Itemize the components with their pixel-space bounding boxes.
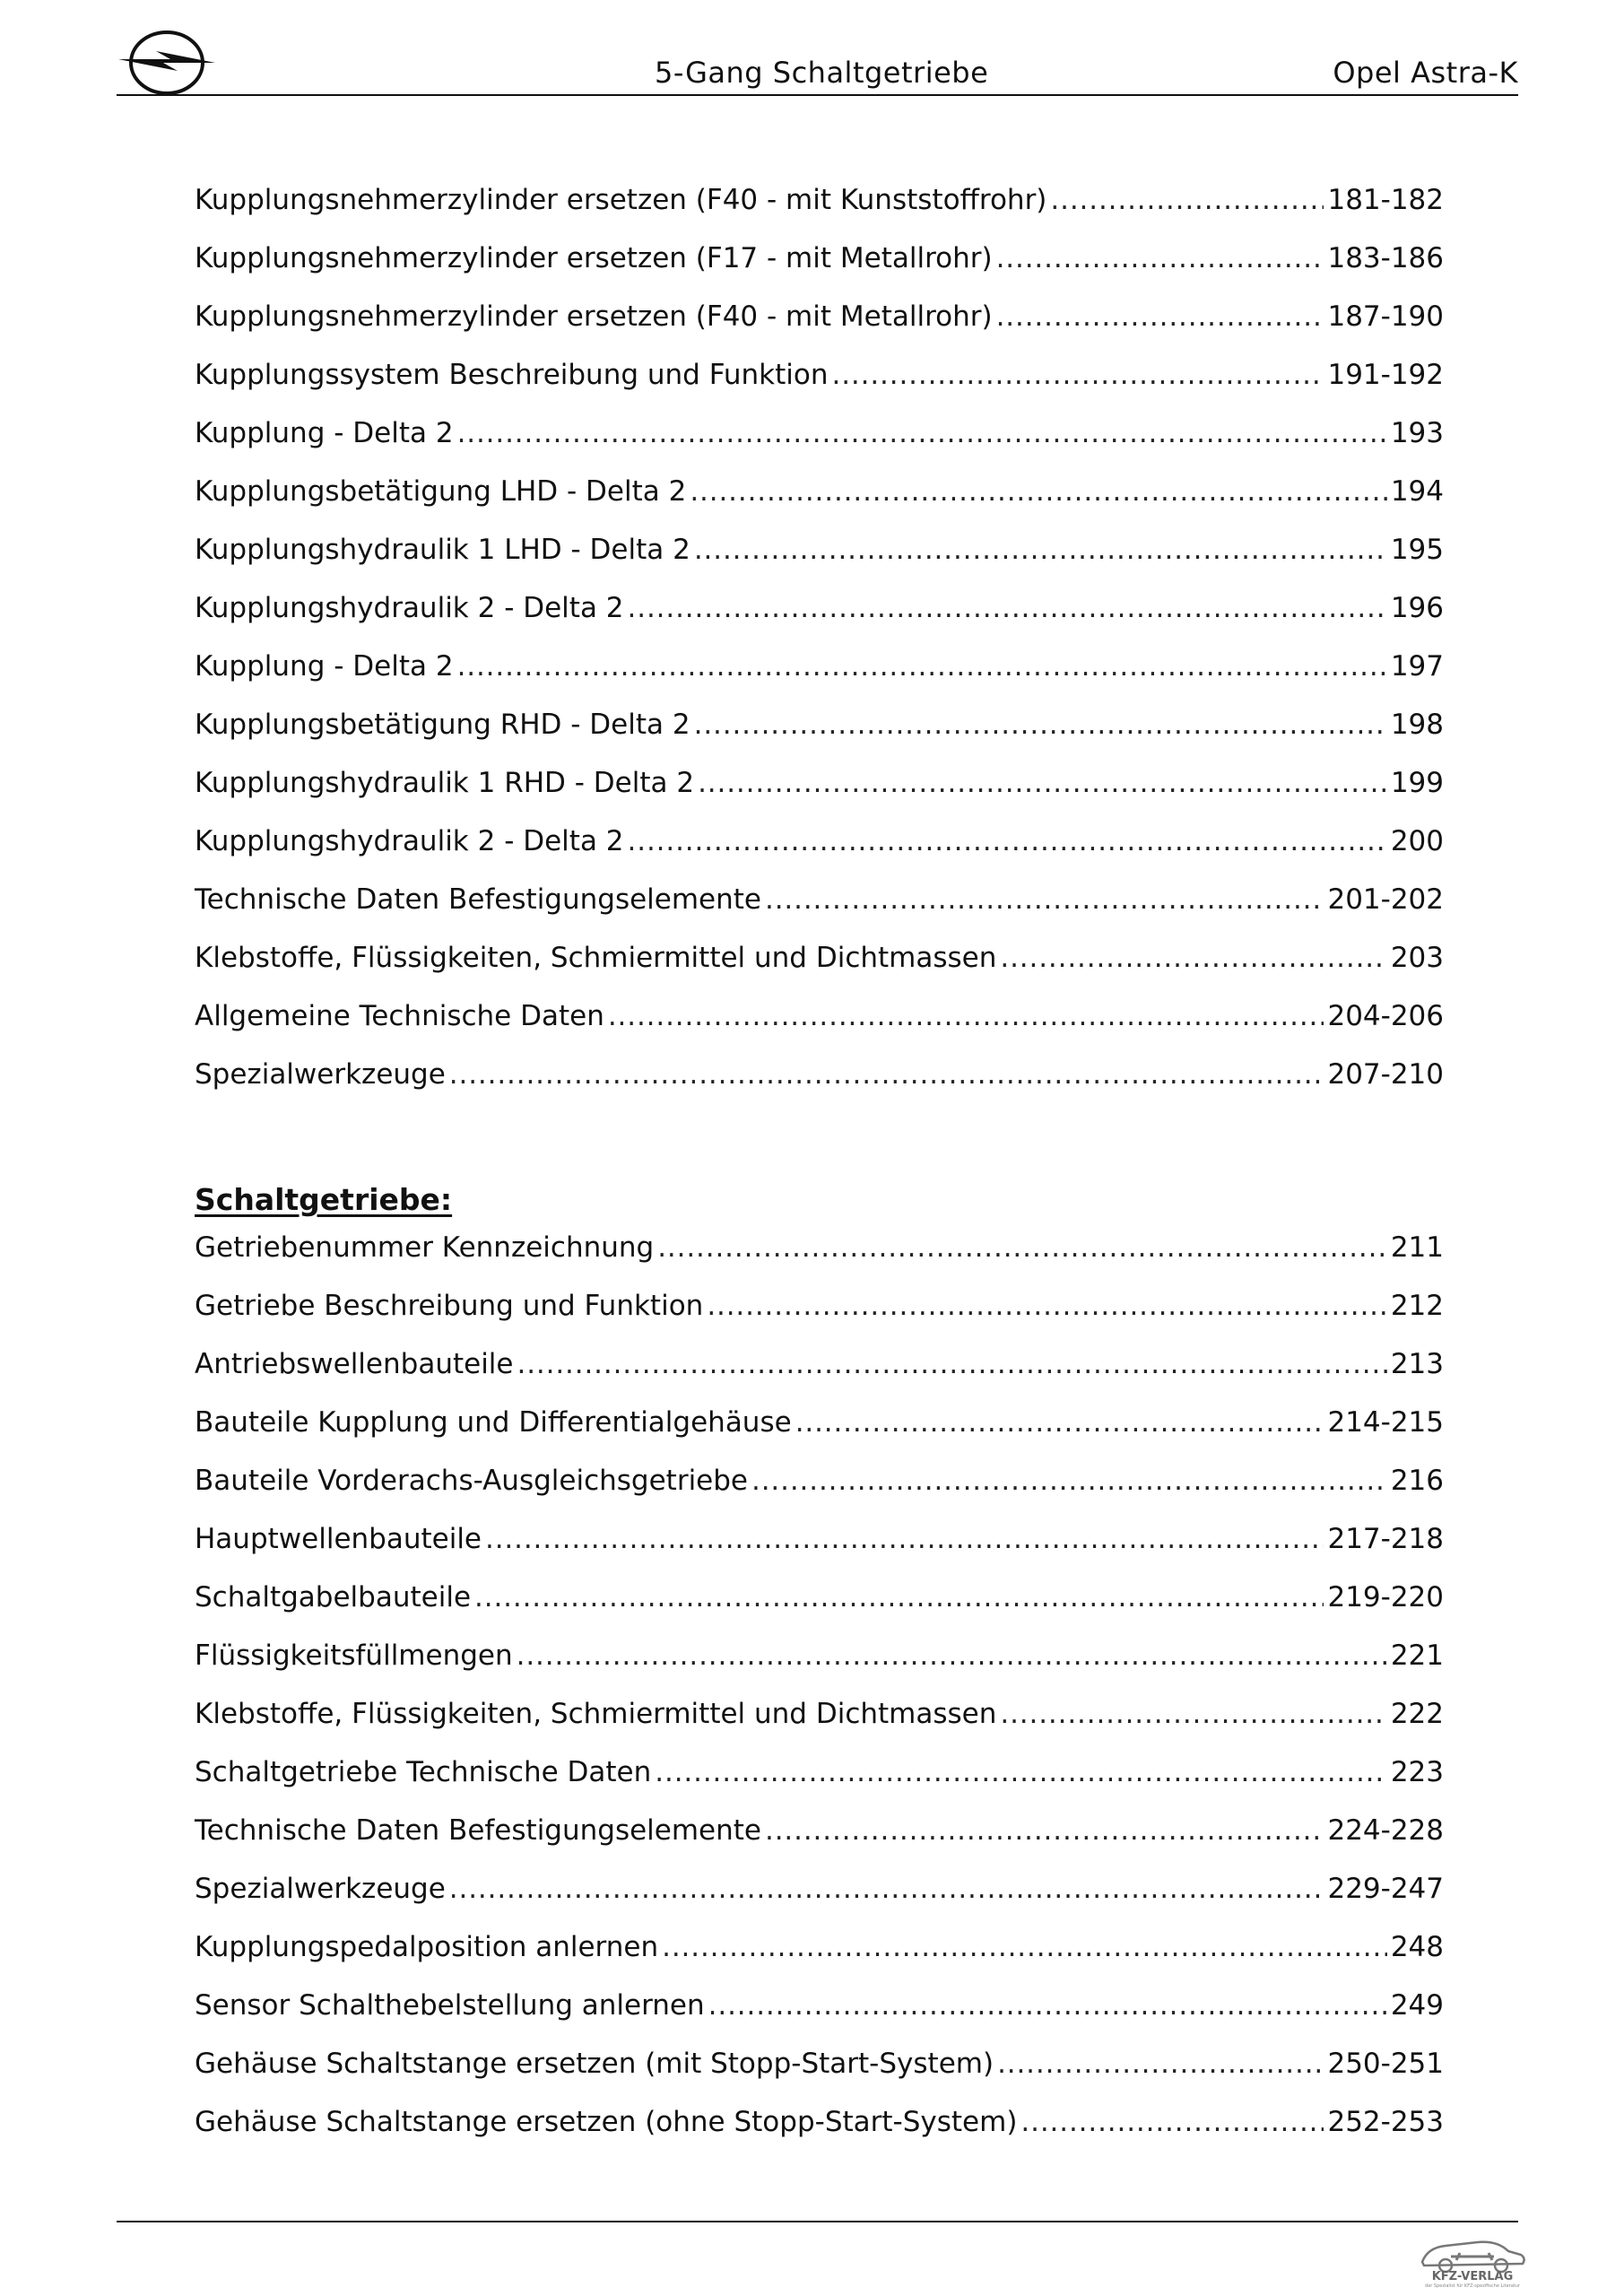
kfz-verlag-logo bbox=[1415, 2228, 1530, 2289]
toc-entry bbox=[195, 1058, 1444, 1117]
section-heading: Schaltgetriebe: bbox=[195, 1182, 453, 1217]
toc-leader-dots bbox=[457, 650, 1387, 683]
toc-leader-dots bbox=[708, 1989, 1387, 2022]
toc-entry-pages: 195 bbox=[1390, 534, 1444, 566]
toc-entry-title: Antriebswellenbauteile bbox=[195, 1348, 514, 1380]
toc-entry-title: Technische Daten Befestigungselemente bbox=[195, 1814, 762, 1847]
toc-entry-title: Kupplungsbetätigung RHD - Delta 2 bbox=[195, 709, 690, 741]
toc-entry bbox=[195, 1523, 1444, 1581]
toc-entry-pages: 248 bbox=[1390, 1931, 1444, 1963]
toc-leader-dots bbox=[517, 1348, 1387, 1380]
toc-leader-dots bbox=[765, 883, 1324, 916]
toc-leader-dots bbox=[608, 1000, 1324, 1032]
toc-entry-title: Getriebenummer Kennzeichnung bbox=[195, 1231, 655, 1264]
toc-entry-pages: 213 bbox=[1390, 1348, 1444, 1380]
toc-entry bbox=[195, 242, 1444, 300]
toc-entry-title: Klebstoffe, Flüssigkeiten, Schmiermittel und Dichtmassen bbox=[195, 1698, 997, 1730]
toc-entry-title: Bauteile Vorderachs-Ausgleichsgetriebe bbox=[195, 1465, 749, 1497]
toc-entry-pages: 203 bbox=[1390, 942, 1444, 974]
toc-entry-pages: 200 bbox=[1390, 825, 1444, 857]
toc-entry-pages: 221 bbox=[1390, 1639, 1444, 1672]
toc-entry bbox=[195, 1989, 1444, 2048]
toc-leader-dots bbox=[996, 300, 1324, 333]
toc-entry-title: Gehäuse Schaltstange ersetzen (ohne Stopp-Start-System) bbox=[195, 2106, 1018, 2138]
toc-entry bbox=[195, 883, 1444, 942]
toc-entry-title: Allgemeine Technische Daten bbox=[195, 1000, 604, 1032]
toc-leader-dots bbox=[662, 1931, 1387, 1963]
toc-leader-dots bbox=[996, 242, 1324, 274]
toc-entry-title: Kupplungshydraulik 2 - Delta 2 bbox=[195, 592, 624, 624]
toc-entry-pages: 217-218 bbox=[1327, 1523, 1444, 1555]
toc-entry-title: Sensor Schalthebelstellung anlernen bbox=[195, 1989, 705, 2022]
vehicle-model: Opel Astra-K bbox=[1333, 56, 1518, 90]
toc-entry bbox=[195, 1290, 1444, 1348]
toc-leader-dots bbox=[1050, 184, 1324, 216]
toc-entry bbox=[195, 1756, 1444, 1814]
toc-entry-pages: 187-190 bbox=[1327, 300, 1444, 333]
toc-entry-title: Spezialwerkzeuge bbox=[195, 1873, 446, 1905]
toc-entry bbox=[195, 359, 1444, 417]
toc-entry bbox=[195, 1814, 1444, 1873]
toc-leader-dots bbox=[765, 1814, 1324, 1847]
opel-logo-icon bbox=[117, 27, 217, 99]
toc-leader-dots bbox=[474, 1581, 1324, 1613]
toc-entry-title: Klebstoffe, Flüssigkeiten, Schmiermittel und Dichtmassen bbox=[195, 942, 997, 974]
toc-entry bbox=[195, 1406, 1444, 1465]
toc-leader-dots bbox=[690, 475, 1387, 508]
toc-entry-title: Hauptwellenbauteile bbox=[195, 1523, 482, 1555]
toc-entry-pages: 191-192 bbox=[1327, 359, 1444, 391]
toc-entry-title: Kupplungsnehmerzylinder ersetzen (F40 - mit Metallrohr) bbox=[195, 300, 993, 333]
toc-entry-title: Kupplungsnehmerzylinder ersetzen (F17 - mit Metallrohr) bbox=[195, 242, 993, 274]
toc-leader-dots bbox=[694, 709, 1387, 741]
toc-entry bbox=[195, 942, 1444, 1000]
toc-leader-dots bbox=[1000, 1698, 1386, 1730]
toc-entry-title: Kupplungshydraulik 1 LHD - Delta 2 bbox=[195, 534, 690, 566]
toc-entry-pages: 193 bbox=[1390, 417, 1444, 449]
toc-entry-pages: 216 bbox=[1390, 1465, 1444, 1497]
toc-entry-pages: 214-215 bbox=[1327, 1406, 1444, 1439]
toc-leader-dots bbox=[698, 767, 1387, 799]
toc-entry-title: Bauteile Kupplung und Differentialgehäuse bbox=[195, 1406, 792, 1439]
toc-leader-dots bbox=[517, 1639, 1387, 1672]
toc-leader-dots bbox=[628, 825, 1387, 857]
toc-entry bbox=[195, 417, 1444, 475]
toc-leader-dots bbox=[657, 1231, 1387, 1264]
toc-entry bbox=[195, 650, 1444, 709]
toc-entry-title: Kupplungshydraulik 2 - Delta 2 bbox=[195, 825, 624, 857]
toc-entry-pages: 207-210 bbox=[1327, 1058, 1444, 1091]
toc-entry bbox=[195, 1465, 1444, 1523]
toc-entry-title: Gehäuse Schaltstange ersetzen (mit Stopp-Start-System) bbox=[195, 2048, 994, 2080]
toc-list-clutch bbox=[195, 184, 1444, 1117]
toc-leader-dots bbox=[751, 1465, 1387, 1497]
toc-entry-pages: 249 bbox=[1390, 1989, 1444, 2022]
toc-entry-pages: 198 bbox=[1390, 709, 1444, 741]
toc-leader-dots bbox=[449, 1873, 1324, 1905]
footer-divider bbox=[117, 2221, 1518, 2222]
toc-list-gearbox bbox=[195, 1231, 1444, 2164]
toc-entry-title: Spezialwerkzeuge bbox=[195, 1058, 446, 1091]
toc-entry-title: Kupplungspedalposition anlernen bbox=[195, 1931, 659, 1963]
document-title: 5-Gang Schaltgetriebe bbox=[655, 56, 989, 90]
toc-leader-dots bbox=[457, 417, 1387, 449]
toc-entry-pages: 250-251 bbox=[1327, 2048, 1444, 2080]
toc-entry-pages: 201-202 bbox=[1327, 883, 1444, 916]
toc-entry-title: Kupplungsbetätigung LHD - Delta 2 bbox=[195, 475, 687, 508]
toc-entry-pages: 181-182 bbox=[1327, 184, 1444, 216]
toc-leader-dots bbox=[795, 1406, 1324, 1439]
toc-leader-dots bbox=[485, 1523, 1324, 1555]
toc-entry bbox=[195, 1931, 1444, 1989]
toc-entry bbox=[195, 534, 1444, 592]
toc-entry-title: Technische Daten Befestigungselemente bbox=[195, 883, 762, 916]
toc-entry-title: Getriebe Beschreibung und Funktion bbox=[195, 1290, 704, 1322]
toc-entry bbox=[195, 475, 1444, 534]
toc-entry-pages: 212 bbox=[1390, 1290, 1444, 1322]
toc-leader-dots bbox=[628, 592, 1387, 624]
toc-entry-pages: 229-247 bbox=[1327, 1873, 1444, 1905]
toc-entry bbox=[195, 184, 1444, 242]
toc-leader-dots bbox=[1000, 942, 1386, 974]
toc-entry-title: Kupplung - Delta 2 bbox=[195, 650, 454, 683]
toc-entry bbox=[195, 709, 1444, 767]
toc-entry-title: Kupplungsnehmerzylinder ersetzen (F40 - mit Kunststoffrohr) bbox=[195, 184, 1047, 216]
toc-leader-dots bbox=[831, 359, 1324, 391]
toc-entry-title: Schaltgabelbauteile bbox=[195, 1581, 472, 1613]
toc-entry-title: Kupplungssystem Beschreibung und Funktion bbox=[195, 359, 829, 391]
toc-leader-dots bbox=[449, 1058, 1324, 1091]
toc-entry-pages: 196 bbox=[1390, 592, 1444, 624]
toc-entry-pages: 252-253 bbox=[1327, 2106, 1444, 2138]
footer-tagline: der Spezialist für KFZ-spezifische Literatur bbox=[1425, 2283, 1520, 2289]
toc-entry-pages: 211 bbox=[1390, 1231, 1444, 1264]
toc-entry bbox=[195, 767, 1444, 825]
toc-entry-pages: 223 bbox=[1390, 1756, 1444, 1788]
toc-entry bbox=[195, 2048, 1444, 2106]
toc-entry-pages: 204-206 bbox=[1327, 1000, 1444, 1032]
toc-entry bbox=[195, 825, 1444, 883]
toc-leader-dots bbox=[694, 534, 1387, 566]
toc-entry-title: Kupplungshydraulik 1 RHD - Delta 2 bbox=[195, 767, 695, 799]
footer-publisher: KFZ-VERLAG bbox=[1431, 2270, 1514, 2283]
toc-entry-pages: 222 bbox=[1390, 1698, 1444, 1730]
toc-entry-title: Flüssigkeitsfüllmengen bbox=[195, 1639, 513, 1672]
toc-entry-pages: 183-186 bbox=[1327, 242, 1444, 274]
toc-entry-pages: 199 bbox=[1390, 767, 1444, 799]
toc-entry bbox=[195, 2106, 1444, 2164]
toc-entry bbox=[195, 300, 1444, 359]
toc-entry bbox=[195, 1639, 1444, 1698]
toc-leader-dots bbox=[707, 1290, 1387, 1322]
toc-entry bbox=[195, 1231, 1444, 1290]
toc-entry-pages: 194 bbox=[1390, 475, 1444, 508]
header-divider bbox=[117, 94, 1518, 96]
toc-entry-pages: 224-228 bbox=[1327, 1814, 1444, 1847]
toc-entry bbox=[195, 1698, 1444, 1756]
toc-entry-title: Kupplung - Delta 2 bbox=[195, 417, 454, 449]
toc-leader-dots bbox=[997, 2048, 1324, 2080]
toc-entry bbox=[195, 1873, 1444, 1931]
toc-entry bbox=[195, 1000, 1444, 1058]
toc-entry-pages: 219-220 bbox=[1327, 1581, 1444, 1613]
toc-entry-title: Schaltgetriebe Technische Daten bbox=[195, 1756, 652, 1788]
toc-entry bbox=[195, 1348, 1444, 1406]
toc-entry-pages: 197 bbox=[1390, 650, 1444, 683]
toc-leader-dots bbox=[655, 1756, 1387, 1788]
toc-entry bbox=[195, 592, 1444, 650]
toc-leader-dots bbox=[1020, 2106, 1324, 2138]
toc-entry bbox=[195, 1581, 1444, 1639]
